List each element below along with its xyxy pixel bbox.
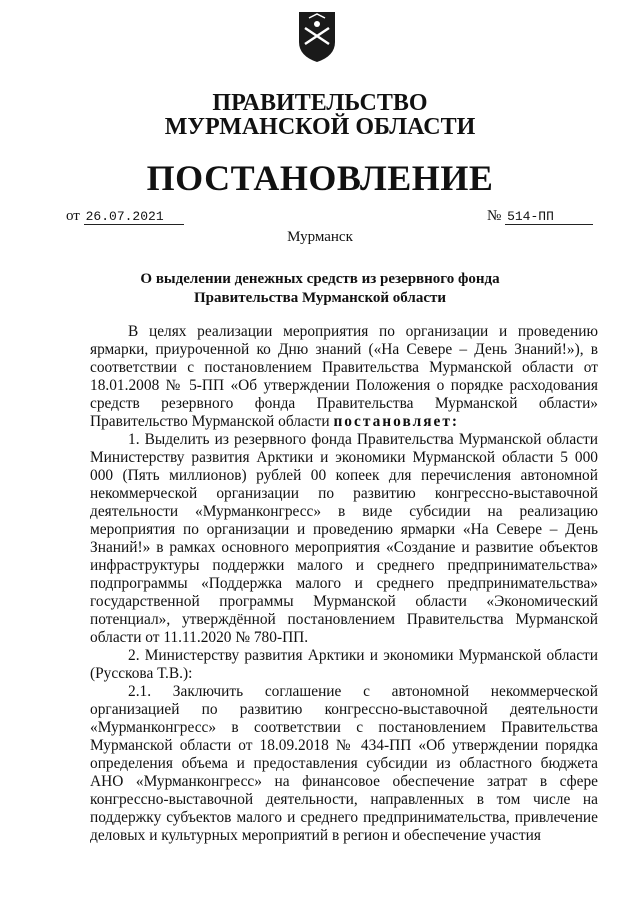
subject-line2: Правительства Мурманской области bbox=[193, 290, 447, 306]
paragraph-item-2: 2. Министерству развития Арктики и экономики Мурманской области (Русскова Т.В.): bbox=[90, 647, 598, 682]
document-subject bbox=[100, 270, 540, 308]
date-value: 26.07.2021 bbox=[84, 209, 184, 225]
resolution-keyword: постановляет: bbox=[333, 413, 460, 430]
paragraph-item-1: 1. Выделить из резервного фонда Правительства Мурманской области Министерству развития Арктики и экономики Мурманской области 5 000 000 (Пять миллионов) рублей 00 копеек для перечисления автономной некоммерческой организации по развитию конгрессно-выставочной деятельности «Мурманконгресс» в виде субсидии на реализацию мероприятия по организации и проведению ярмарки «На Севере – День Знаний!» в рамках основного мероприятия «Создание и развитие объектов инфраструктуры поддержки малого и среднего предпринимательства» подпрограммы «Поддержка малого и среднего предпринимательства» государственной программы Мурманской области «Экономический потенциал», утверждённой постановлением Правительства Мурманской области от 11.11.2020 № 780-ПП. bbox=[90, 431, 598, 646]
document-body bbox=[90, 323, 598, 845]
preamble-text: В целях реализации мероприятия по организации и проведению ярмарки, приуроченной ко Дню знаний («На Севере – День Знаний!»), в соответствии с постановлением Правительства Мурманской области от 18.01.2008 № 5-ПП «Об утверждении Положения о порядке расходования средств резервного фонда Правительства Мурманской области» Правительство Мурманской области bbox=[90, 323, 598, 430]
paragraph-preamble bbox=[90, 323, 598, 431]
date-prefix: от bbox=[66, 208, 80, 224]
document-type: ПОСТАНОВЛЕНИЕ bbox=[146, 158, 494, 198]
document-date bbox=[66, 208, 184, 225]
paragraph-item-2-1: 2.1. Заключить соглашение с автономной некоммерческой организацией по развитию конгрессно-выставочной деятельности «Мурманконгресс» в соответствии с постановлением Правительства Мурманской области от 18.09.2018 № 434-ПП «Об утверждении порядка определения объема и предоставления субсидии из областного бюджета АНО «Мурманконгресс» на финансовое обеспечение затрат в сфере конгрессно-выставочной деятельности, направленных в том числе на поддержку субъектов малого и среднего предпринимательства, привлечение деловых и культурных мероприятий в регион и обеспечение участия bbox=[90, 683, 598, 844]
organization-name-line2: МУРМАНСКОЙ ОБЛАСТИ bbox=[164, 114, 476, 140]
subject-line1: О выделении денежных средств из резервного фонда bbox=[140, 271, 500, 287]
document-number bbox=[487, 208, 593, 225]
number-prefix: № bbox=[487, 208, 502, 224]
city: Мурманск bbox=[287, 229, 353, 245]
organization-name-line1: ПРАВИТЕЛЬСТВО bbox=[212, 90, 428, 116]
coat-of-arms-icon bbox=[295, 8, 339, 64]
number-value: 514-ПП bbox=[505, 209, 593, 225]
